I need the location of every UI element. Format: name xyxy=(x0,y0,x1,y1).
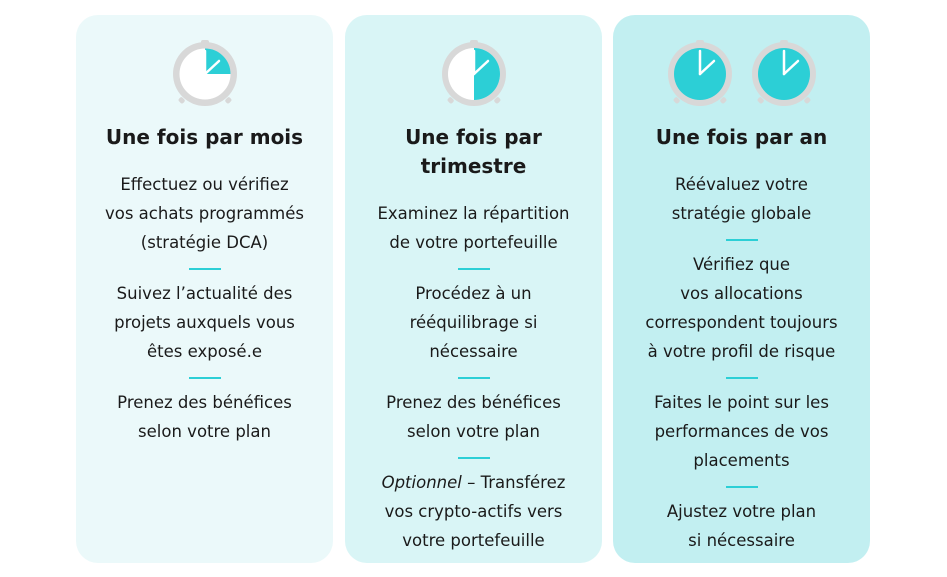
yearly-card xyxy=(613,15,870,563)
card-title: Une fois par an xyxy=(655,125,828,149)
optional-task-text: – Transférez vos crypto-actifs vers votre portefeuille xyxy=(384,473,566,550)
optional-task-item xyxy=(353,468,594,555)
clock-full-icon xyxy=(749,39,819,109)
clock-quarter-icon xyxy=(170,39,240,109)
separator xyxy=(458,377,490,379)
separator xyxy=(189,268,221,270)
card-title: Une fois par trimestre xyxy=(405,125,542,178)
clock-full-icon xyxy=(665,39,735,109)
clock-half-icon xyxy=(439,39,509,109)
separator xyxy=(726,377,758,379)
monthly-card xyxy=(76,15,333,563)
icon-row xyxy=(613,39,870,109)
task-list xyxy=(84,170,325,446)
task-list xyxy=(621,170,862,555)
task-item: Ajustez votre plan si nécessaire xyxy=(666,502,817,550)
separator xyxy=(189,377,221,379)
task-item: Faites le point sur les performances de vos placements xyxy=(654,393,829,470)
task-item: Effectuez ou vérifiez vos achats programmés (stratégie DCA) xyxy=(104,175,304,252)
card-title: Une fois par mois xyxy=(105,125,304,149)
separator xyxy=(458,457,490,459)
icon-row xyxy=(345,39,602,109)
optional-label: Optionnel xyxy=(381,473,462,492)
icon-row xyxy=(76,39,333,109)
separator xyxy=(726,486,758,488)
task-item: Prenez des bénéfices selon votre plan xyxy=(386,393,561,441)
quarterly-card xyxy=(345,15,602,563)
task-item: Examinez la répartition de votre portefeuille xyxy=(377,204,570,252)
task-item: Vérifiez que vos allocations correspondent toujours à votre profil de risque xyxy=(645,255,838,361)
task-item: Procédez à un rééquilibrage si nécessaire xyxy=(409,284,538,361)
task-list xyxy=(353,199,594,555)
separator xyxy=(458,268,490,270)
task-item: Prenez des bénéfices selon votre plan xyxy=(117,393,292,441)
task-item: Suivez l’actualité des projets auxquels vous êtes exposé.e xyxy=(114,284,295,361)
task-item: Réévaluez votre stratégie globale xyxy=(671,175,812,223)
separator xyxy=(726,239,758,241)
